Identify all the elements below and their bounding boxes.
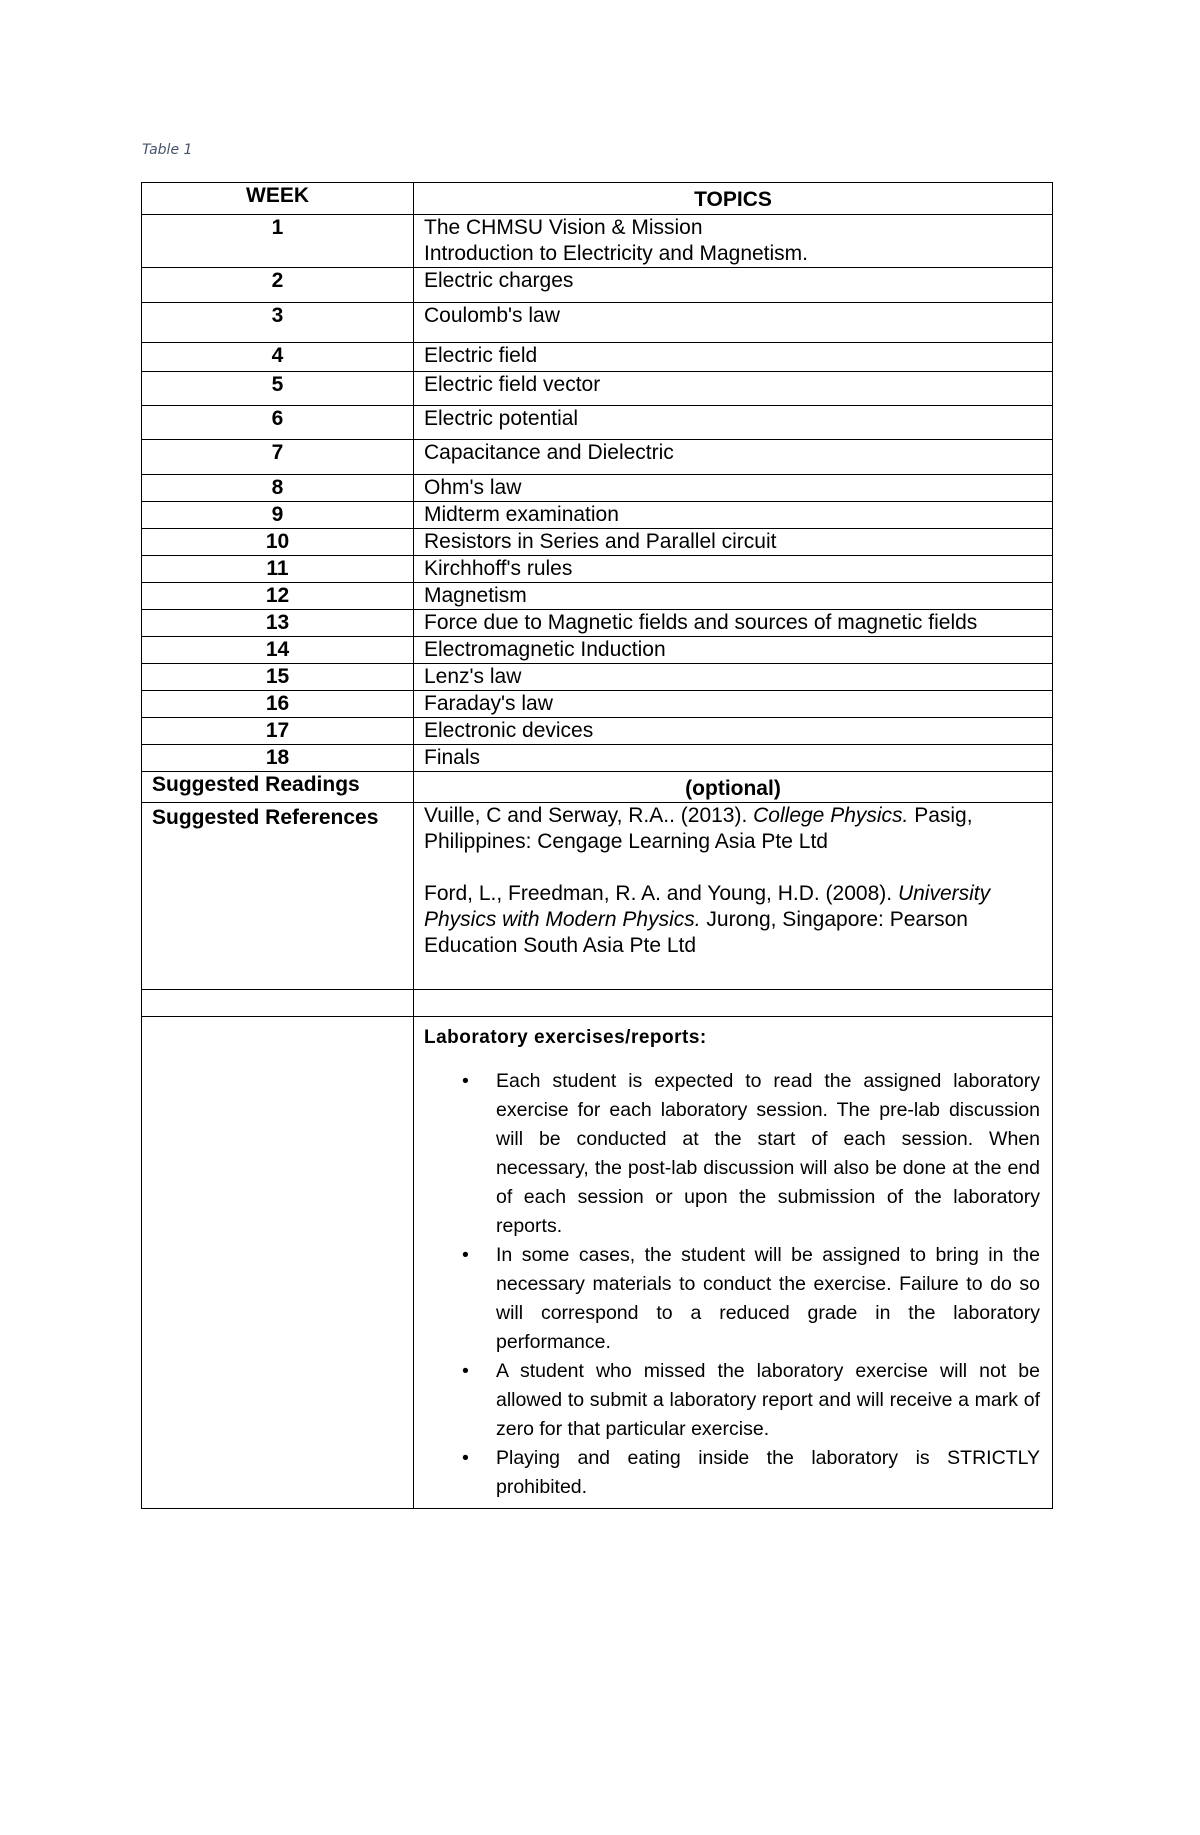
header-week: WEEK — [142, 183, 414, 215]
topic-line: Electric potential — [424, 407, 579, 430]
week-topic — [414, 745, 1053, 772]
topic-line: Capacitance and Dielectric — [424, 441, 674, 464]
laboratory-cell — [414, 1017, 1053, 1509]
table-caption: Table 1 — [142, 142, 193, 158]
week-number: 12 — [142, 583, 414, 610]
week-topic — [414, 529, 1053, 556]
laboratory-row — [142, 1017, 1053, 1509]
empty-cell — [142, 990, 414, 1017]
bullet-icon: • — [462, 1244, 469, 1266]
reference-title: College Physics. — [753, 804, 909, 827]
header-topics: TOPICS — [414, 183, 1053, 215]
reference-authors: Ford, L., Freedman, R. A. and Young, H.D. (2008). — [424, 882, 898, 905]
suggested-readings-label: Suggested Readings — [142, 772, 414, 803]
week-topic — [414, 372, 1053, 406]
table-row — [142, 372, 1053, 406]
week-number: 6 — [142, 406, 414, 440]
week-topic — [414, 268, 1053, 303]
table-row — [142, 343, 1053, 372]
week-number: 4 — [142, 343, 414, 372]
lab-rule-item — [424, 1444, 1040, 1502]
table-row — [142, 610, 1053, 637]
week-number: 2 — [142, 268, 414, 303]
empty-cell — [414, 990, 1053, 1017]
suggested-references-list — [414, 803, 1053, 990]
lab-rule-text: Playing and eating inside the laboratory is STRICTLY prohibited. — [496, 1447, 1040, 1498]
week-number: 15 — [142, 664, 414, 691]
course-schedule-table — [141, 182, 1053, 1509]
reference-authors: Vuille, C and Serway, R.A.. (2013). — [424, 804, 754, 827]
bullet-icon: • — [462, 1360, 469, 1382]
week-topic — [414, 303, 1053, 343]
topic-line: Electric charges — [424, 269, 574, 292]
topic-line: Force due to Magnetic fields and sources of magnetic fields — [424, 611, 978, 634]
week-number: 17 — [142, 718, 414, 745]
week-topic — [414, 691, 1053, 718]
bullet-icon: • — [462, 1447, 469, 1469]
lab-rules-list — [424, 1067, 1040, 1502]
topic-line: Lenz's law — [424, 665, 522, 688]
week-number: 5 — [142, 372, 414, 406]
topic-line: Kirchhoff's rules — [424, 557, 573, 580]
week-number: 18 — [142, 745, 414, 772]
week-topic — [414, 215, 1053, 268]
lab-rule-text: In some cases, the student will be assigned to bring in the necessary materials to conduct the exercise. Failure to do so will correspond to a reduced grade in the laboratory performance. — [496, 1244, 1040, 1353]
week-number: 10 — [142, 529, 414, 556]
empty-cell — [142, 1017, 414, 1509]
table-row — [142, 664, 1053, 691]
week-topic — [414, 343, 1053, 372]
topic-line: Coulomb's law — [424, 304, 560, 327]
week-number: 1 — [142, 215, 414, 268]
week-number: 8 — [142, 475, 414, 502]
suggested-references-label: Suggested References — [142, 803, 414, 990]
topic-line: Ohm's law — [424, 476, 522, 499]
lab-title: Laboratory exercises/reports: — [424, 1027, 707, 1048]
lab-rule-item — [424, 1067, 1040, 1241]
table-row — [142, 745, 1053, 772]
lab-rule-item — [424, 1357, 1040, 1444]
week-number: 13 — [142, 610, 414, 637]
week-topic — [414, 502, 1053, 529]
table-row — [142, 303, 1053, 343]
reference-title: University Physics with Modern Physics. — [424, 882, 991, 931]
table-row — [142, 406, 1053, 440]
table-row — [142, 556, 1053, 583]
week-topic — [414, 475, 1053, 502]
week-topic — [414, 583, 1053, 610]
week-number: 11 — [142, 556, 414, 583]
table-row — [142, 718, 1053, 745]
lab-rule-item — [424, 1241, 1040, 1357]
table-row — [142, 215, 1053, 268]
topic-line: Faraday's law — [424, 692, 553, 715]
topic-line: Introduction to Electricity and Magnetism. — [424, 242, 809, 265]
topic-line: Electric field vector — [424, 373, 601, 396]
week-topic — [414, 718, 1053, 745]
lab-rule-text: Each student is expected to read the assigned laboratory exercise for each laboratory session. The pre-lab discussion will be conducted at the start of each session. When necessary, the post-lab discussion will also be done at the end of each session or upon the submission of the laboratory reports. — [496, 1070, 1040, 1237]
week-number: 16 — [142, 691, 414, 718]
suggested-readings-value: (optional) — [414, 772, 1053, 803]
topic-line: Midterm examination — [424, 503, 619, 526]
suggested-readings-row — [142, 772, 1053, 803]
reference-publisher: Pasig, Philippines: Cengage Learning Asia Pte Ltd — [424, 804, 973, 853]
week-number: 14 — [142, 637, 414, 664]
topic-line: Resistors in Series and Parallel circuit — [424, 530, 777, 553]
week-number: 9 — [142, 502, 414, 529]
reference-entry — [424, 881, 1042, 959]
bullet-icon: • — [462, 1070, 469, 1092]
table-row — [142, 502, 1053, 529]
empty-row — [142, 990, 1053, 1017]
reference-entry — [424, 803, 1042, 855]
week-topic — [414, 406, 1053, 440]
suggested-references-row — [142, 803, 1053, 990]
table-row — [142, 691, 1053, 718]
table-row — [142, 637, 1053, 664]
table-header-row — [142, 183, 1053, 215]
table-row — [142, 440, 1053, 475]
table-row — [142, 268, 1053, 303]
week-number: 7 — [142, 440, 414, 475]
topic-line: Electromagnetic Induction — [424, 638, 666, 661]
table-row — [142, 583, 1053, 610]
week-topic — [414, 440, 1053, 475]
reference-publisher: Jurong, Singapore: Pearson Education South Asia Pte Ltd — [424, 908, 968, 957]
topic-line: Finals — [424, 746, 481, 769]
table-row — [142, 529, 1053, 556]
week-number: 3 — [142, 303, 414, 343]
topic-line: The CHMSU Vision & Mission — [424, 216, 703, 239]
week-topic — [414, 610, 1053, 637]
week-topic — [414, 637, 1053, 664]
topic-line: Magnetism — [424, 584, 527, 607]
topic-line: Electric field — [424, 344, 538, 367]
week-topic — [414, 664, 1053, 691]
lab-rule-text: A student who missed the laboratory exercise will not be allowed to submit a laboratory report and will receive a mark of zero for that particular exercise. — [496, 1360, 1040, 1440]
table-row — [142, 475, 1053, 502]
week-topic — [414, 556, 1053, 583]
topic-line: Electronic devices — [424, 719, 594, 742]
